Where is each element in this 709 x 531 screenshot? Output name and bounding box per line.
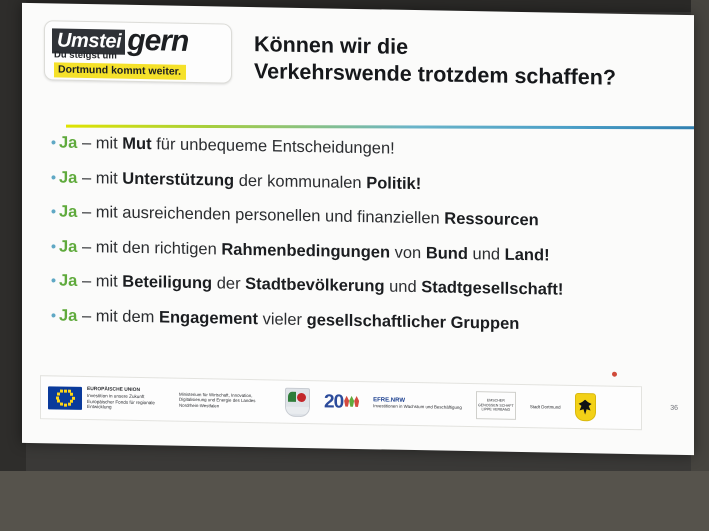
bullet-plain: – mit — [77, 133, 123, 153]
bullet-plain: und — [467, 244, 505, 264]
bullet-item — [48, 166, 688, 201]
bullet-text — [59, 166, 421, 196]
bullet-item — [48, 235, 688, 270]
bullet-plain: vieler — [258, 309, 307, 329]
bullet-text — [59, 304, 519, 335]
bullet-plain: für unbequeme Entscheidungen! — [151, 135, 395, 158]
bullet-text — [59, 132, 395, 161]
bullet-plain: – mit — [77, 271, 123, 291]
bullet-emphasis: Unterstützung — [122, 169, 235, 190]
bullet-plain: – mit den richtigen — [77, 237, 222, 258]
bullet-dot-icon: • — [50, 237, 57, 255]
ministry-text: Ministerium für Wirtschaft, Innovation, Digitalisierung und Energie des Landes Nordrhein-Westfalen — [179, 391, 256, 409]
logo-tagline-2: Dortmund kommt weiter. — [54, 62, 186, 79]
bullet-item — [48, 304, 688, 339]
dortmund-crest-icon — [575, 393, 596, 421]
red-marker-dot — [612, 372, 617, 377]
presentation-slide — [22, 3, 694, 455]
bullet-keyword-ja: Ja — [59, 202, 78, 221]
bullet-emphasis: Mut — [122, 134, 152, 154]
bullet-emphasis: Stadtbevölkerung — [245, 274, 385, 296]
bullet-emphasis: Politik! — [366, 173, 422, 193]
efre-text: Investitionen in Wachstum und Beschäftigung — [373, 403, 462, 411]
bullet-dot-icon: • — [50, 272, 57, 290]
bullet-text — [59, 201, 539, 233]
bullet-plain: und — [384, 277, 422, 297]
city-cell — [523, 385, 568, 428]
city-label: Stadt Dortmund — [529, 403, 561, 410]
bullet-item — [48, 200, 688, 235]
bullet-text — [59, 235, 550, 267]
emschergenossenschaft-cell — [469, 384, 523, 427]
eu-logo-subtitle: Investition in unsere Zukunft Europäischer Fonds für regionale Entwicklung — [87, 392, 155, 410]
bullet-item — [48, 131, 688, 166]
bullet-emphasis: Rahmenbedingungen — [221, 239, 391, 262]
logo-tagline-1: Du steigst um — [54, 49, 117, 62]
dortmund-crest-cell — [568, 386, 603, 429]
bullet-plain: der — [212, 274, 246, 293]
bullet-emphasis: Beteiligung — [122, 272, 213, 293]
efre-title: EFRE.NRW — [373, 397, 406, 405]
bullet-emphasis: Land! — [504, 245, 550, 265]
efre-cell — [366, 382, 469, 426]
bullet-emphasis: Bund — [425, 243, 468, 263]
bullet-keyword-ja: Ja — [59, 271, 78, 290]
slide-title-line-1: Können wir die — [254, 32, 409, 59]
bullet-plain: – mit dem — [77, 306, 159, 326]
bullet-plain: – mit ausreichenden personellen und finanziellen — [77, 202, 445, 228]
footer-logo-strip — [40, 375, 642, 430]
bullet-emphasis: Stadtgesellschaft! — [421, 278, 564, 299]
bullet-dot-icon: • — [50, 306, 57, 324]
eu-flag-icon — [48, 386, 82, 410]
twenty-label: 20 — [324, 391, 344, 413]
bullet-item — [48, 269, 688, 304]
bullet-keyword-ja: Ja — [59, 237, 78, 256]
bullet-text — [59, 270, 563, 302]
bullet-plain: der kommunalen — [234, 171, 367, 192]
wall-bottom — [0, 471, 709, 531]
ministry-cell — [172, 379, 278, 423]
bullet-plain: – mit — [77, 168, 123, 188]
eu-logo-title: EUROPÄISCHE UNION — [87, 387, 140, 394]
bullet-emphasis: Engagement — [158, 307, 258, 328]
bullet-emphasis: Ressourcen — [444, 209, 539, 230]
bullet-dot-icon: • — [50, 134, 57, 152]
title-underline — [66, 125, 694, 130]
nrw-crest-cell — [278, 381, 317, 424]
logo-word-main: Umstei — [52, 28, 125, 54]
nrw-crest-icon — [285, 387, 310, 416]
eu-logo-cell — [41, 376, 172, 420]
bullet-dot-icon: • — [50, 168, 57, 186]
bullet-keyword-ja: Ja — [59, 168, 78, 187]
bullet-dot-icon: • — [50, 203, 57, 221]
twenty-logo-cell — [317, 381, 366, 424]
people-icon — [344, 394, 359, 412]
eu-logo-text — [87, 386, 165, 411]
slide-page-number: 36 — [670, 404, 678, 412]
slide-title — [254, 31, 674, 93]
bullet-plain: von — [390, 243, 426, 262]
bullet-emphasis: gesellschaftlicher Gruppen — [306, 310, 520, 333]
umsteigern-logo — [44, 20, 232, 83]
bullet-keyword-ja: Ja — [59, 306, 78, 325]
emschergenossenschaft-logo: EMSCHER GENOSSEN SCHAFT LIPPE VERBAND — [476, 391, 516, 420]
bullet-list — [48, 131, 688, 350]
slide-title-line-2: Verkehrswende trotzdem schaffen? — [254, 59, 617, 90]
bullet-keyword-ja: Ja — [59, 133, 78, 152]
logo-word-accent: gern — [127, 23, 189, 58]
